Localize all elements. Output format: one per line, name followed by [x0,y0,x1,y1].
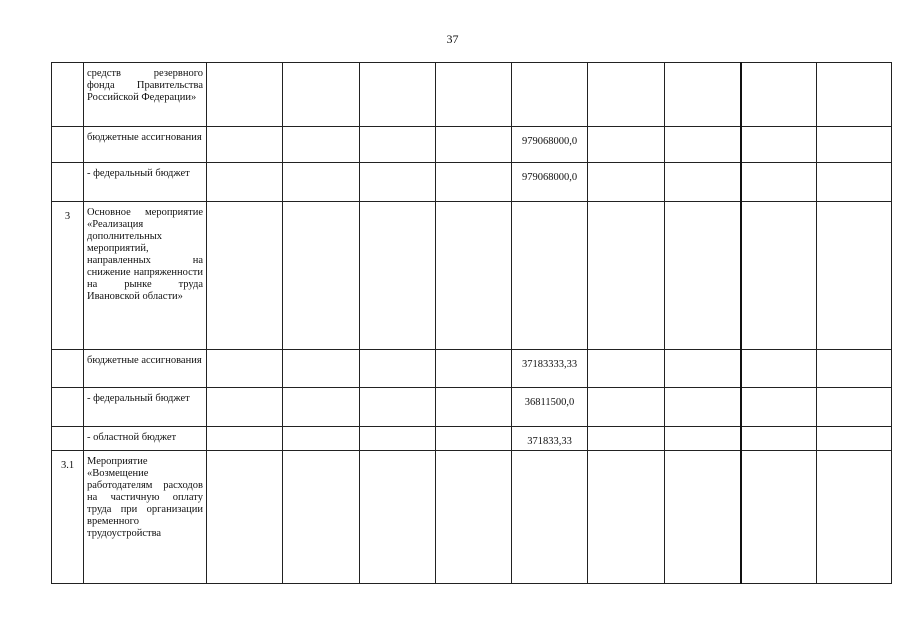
empty-cell [360,202,436,350]
row-value: 979068000,0 [512,163,588,202]
empty-cell [207,127,283,163]
empty-cell [741,451,817,584]
row-description: Мероприятие «Возмещение работодателям расходов на частичную оплату труда при организации временного трудоустройства [84,451,207,584]
empty-cell [436,202,512,350]
empty-cell [360,388,436,427]
row-number [52,127,84,163]
empty-cell [436,388,512,427]
row-number [52,427,84,451]
empty-cell [741,350,817,388]
row-value: 36811500,0 [512,388,588,427]
empty-cell [588,350,665,388]
row-number [52,63,84,127]
empty-cell [436,163,512,202]
empty-cell [817,202,892,350]
empty-cell [741,63,817,127]
empty-cell [741,127,817,163]
empty-cell [436,350,512,388]
row-description: - федеральный бюджет [84,163,207,202]
row-number: 3.1 [52,451,84,584]
empty-cell [665,350,741,388]
empty-cell [360,163,436,202]
row-description: средств резервного фонда Правительства Российской Федерации» [84,63,207,127]
row-number [52,163,84,202]
empty-cell [436,451,512,584]
row-value [512,451,588,584]
empty-cell [665,388,741,427]
empty-cell [283,427,360,451]
empty-cell [741,388,817,427]
empty-cell [283,63,360,127]
table-row [52,388,892,427]
empty-cell [360,127,436,163]
empty-cell [360,63,436,127]
empty-cell [817,127,892,163]
empty-cell [588,427,665,451]
empty-cell [665,202,741,350]
row-value [512,202,588,350]
empty-cell [588,388,665,427]
empty-cell [283,350,360,388]
empty-cell [360,451,436,584]
table-row [52,350,892,388]
row-description: бюджетные ассигнования [84,127,207,163]
empty-cell [207,451,283,584]
empty-cell [283,451,360,584]
row-number [52,350,84,388]
row-description: - областной бюджет [84,427,207,451]
empty-cell [741,163,817,202]
page-number: 37 [446,32,459,46]
empty-cell [436,63,512,127]
empty-cell [283,388,360,427]
empty-cell [436,127,512,163]
empty-cell [588,202,665,350]
empty-cell [588,163,665,202]
row-value: 979068000,0 [512,127,588,163]
row-number [52,388,84,427]
empty-cell [817,427,892,451]
row-description: Основное мероприятие «Реализация дополнительных мероприятий, направленных на снижение напряженности на рынке труда Ивановской области» [84,202,207,350]
empty-cell [588,127,665,163]
empty-cell [207,202,283,350]
empty-cell [588,451,665,584]
empty-cell [207,350,283,388]
table-row [52,163,892,202]
row-value: 37183333,33 [512,350,588,388]
empty-cell [665,451,741,584]
row-description: - федеральный бюджет [84,388,207,427]
empty-cell [207,163,283,202]
empty-cell [817,451,892,584]
row-description: бюджетные ассигнования [84,350,207,388]
empty-cell [665,63,741,127]
empty-cell [665,163,741,202]
empty-cell [360,427,436,451]
table-row [52,427,892,451]
empty-cell [817,63,892,127]
empty-cell [207,427,283,451]
row-value: 371833,33 [512,427,588,451]
empty-cell [207,63,283,127]
empty-cell [283,163,360,202]
row-value [512,63,588,127]
row-number: 3 [52,202,84,350]
empty-cell [665,127,741,163]
table-row [52,63,892,127]
empty-cell [436,427,512,451]
empty-cell [665,427,741,451]
empty-cell [741,202,817,350]
empty-cell [588,63,665,127]
empty-cell [283,202,360,350]
empty-cell [207,388,283,427]
table-row [52,127,892,163]
empty-cell [817,350,892,388]
table-row [52,202,892,350]
empty-cell [360,350,436,388]
empty-cell [817,163,892,202]
table-row [52,451,892,584]
empty-cell [283,127,360,163]
budget-table [51,62,892,584]
empty-cell [817,388,892,427]
empty-cell [741,427,817,451]
